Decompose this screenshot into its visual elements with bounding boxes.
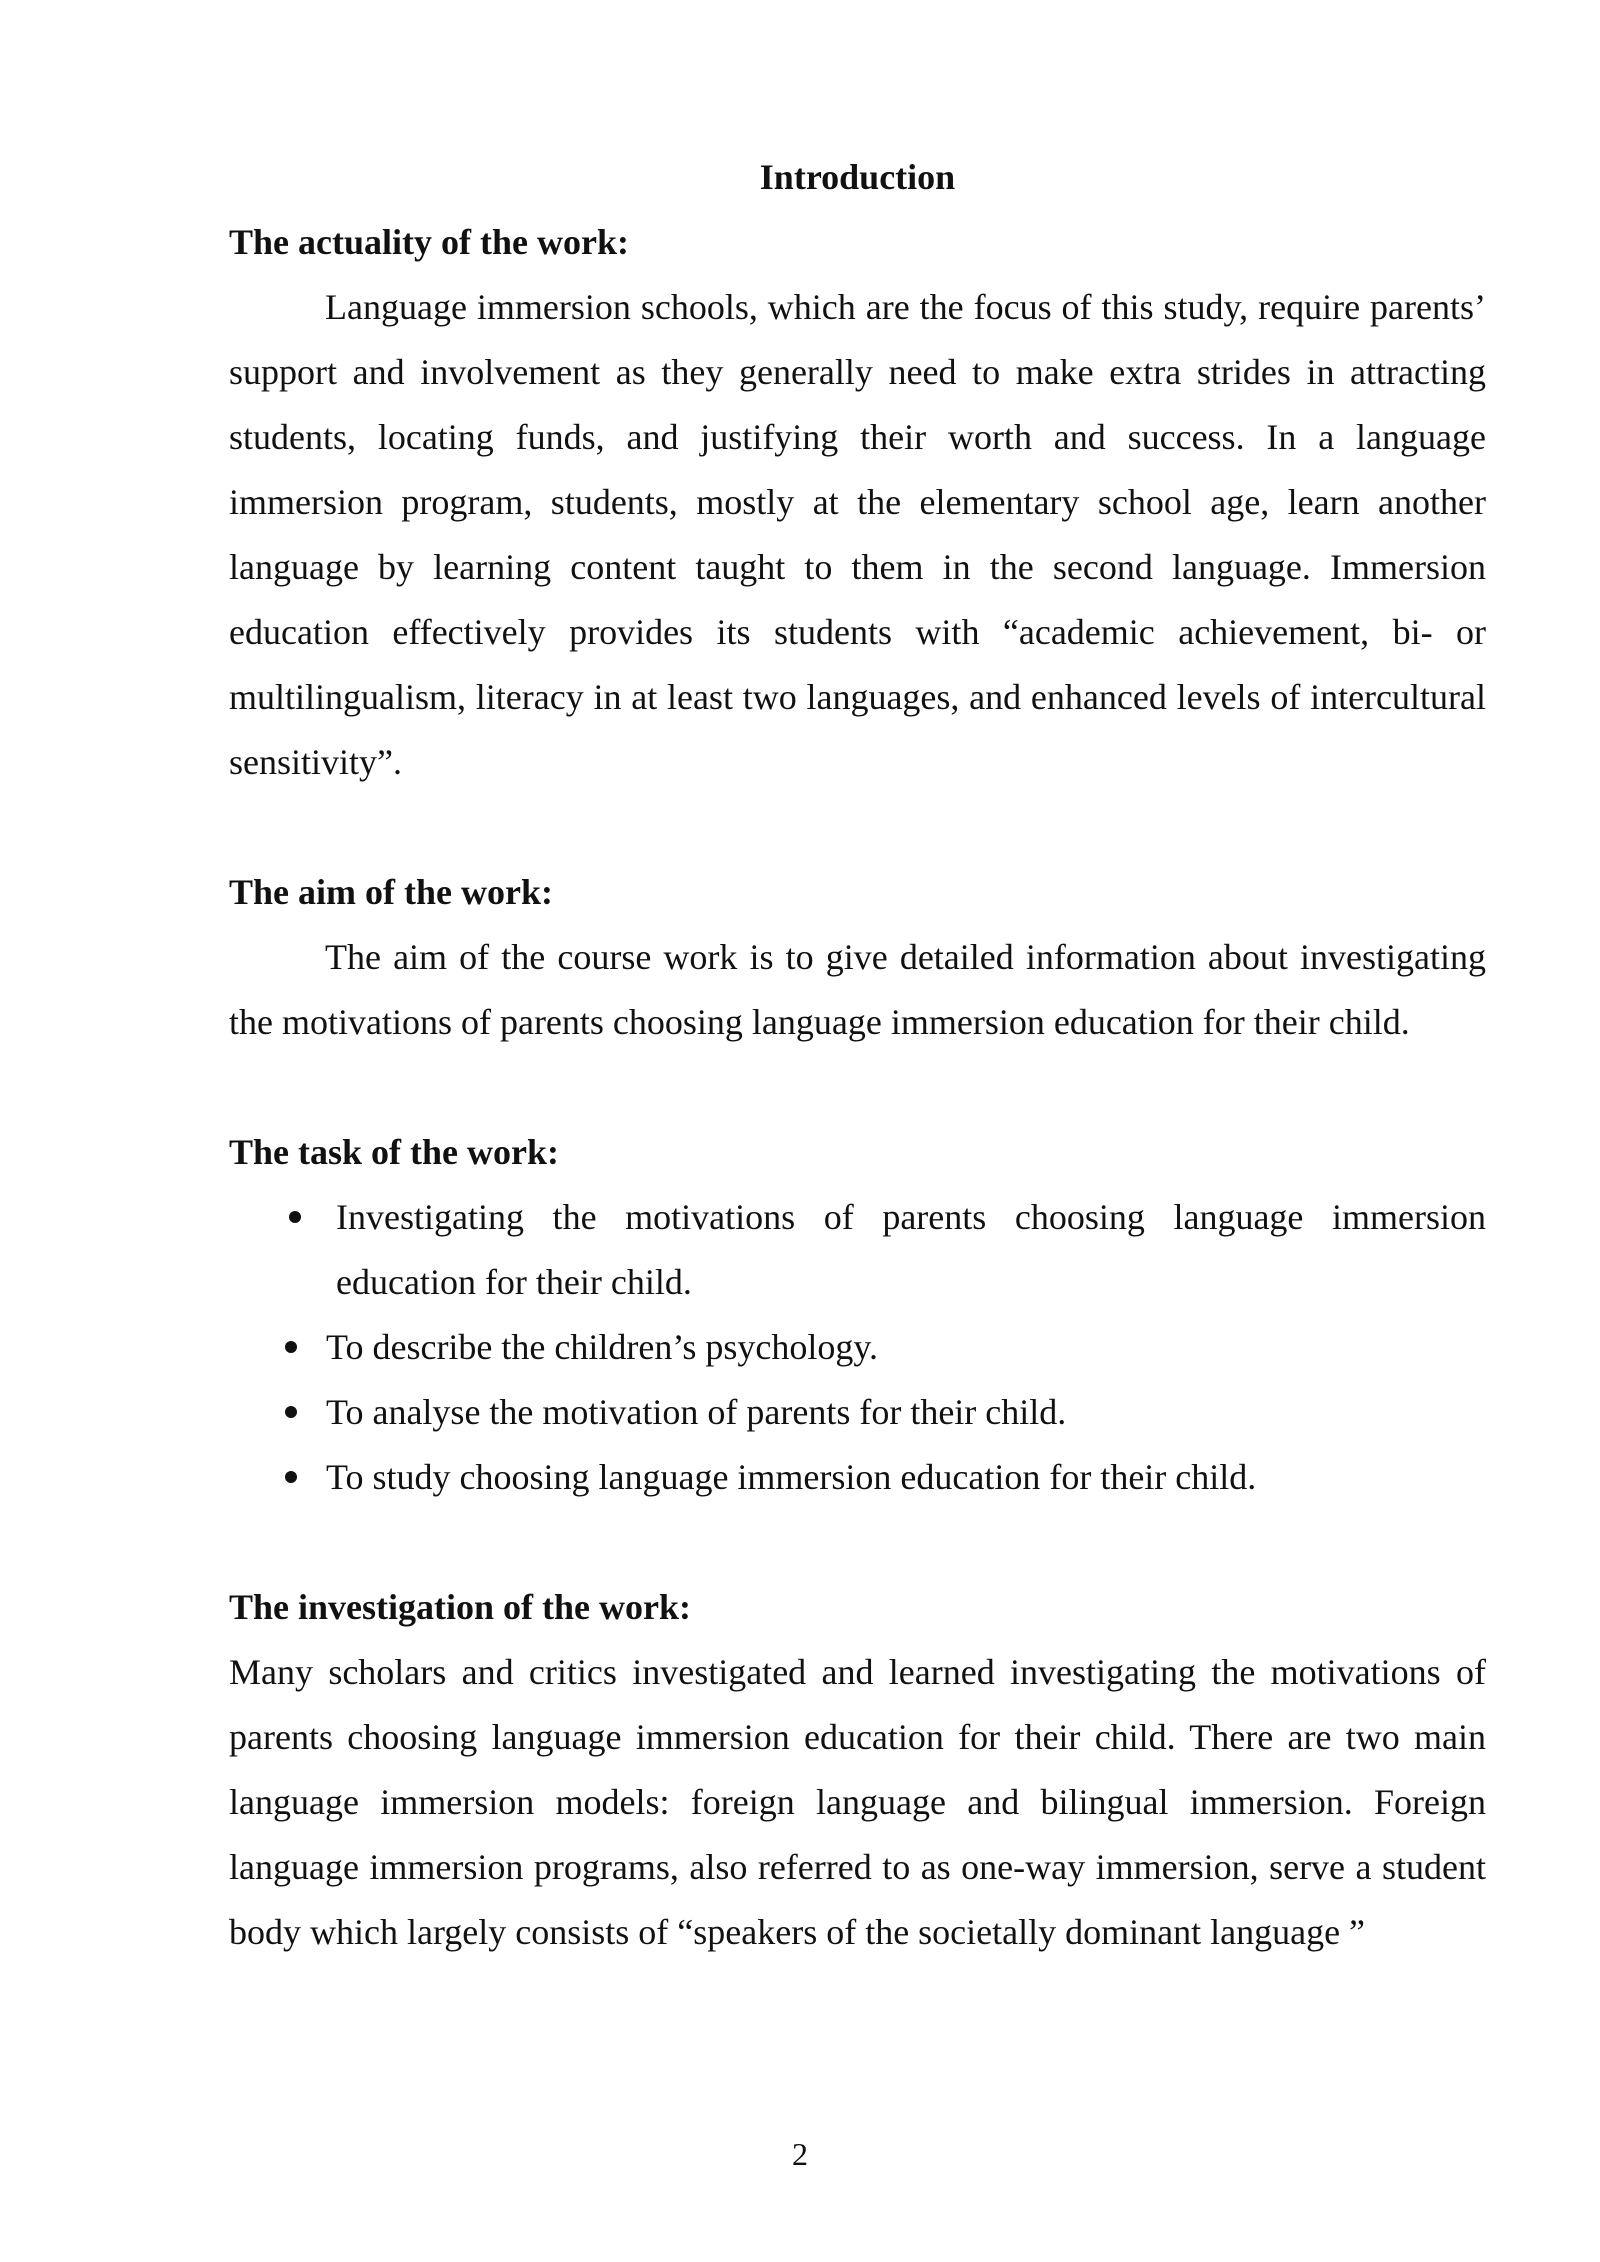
bullet-icon <box>285 1406 297 1418</box>
page-title: Introduction <box>759 157 956 197</box>
list-item-text: To study choosing language immersion education for their child. <box>326 1457 1257 1497</box>
task-list <box>229 1185 1486 1510</box>
list-item-text: Investigating the motivations of parents choosing language immersion education for their child. <box>336 1197 1486 1302</box>
list-item <box>229 1380 1486 1445</box>
spacer <box>229 1510 1486 1575</box>
bullet-icon <box>289 1211 301 1223</box>
page-number: 2 <box>792 2136 808 2172</box>
list-item <box>229 1185 1486 1315</box>
spacer <box>229 1055 1486 1120</box>
list-item-text: To describe the children’s psychology. <box>326 1327 879 1367</box>
paragraph-investigation: Many scholars and critics investigated and learned investigating the motivations of parents choosing language immersion education for their child. There are two main language immersion models: foreign language and bilingual immersion. Foreign language immersion programs, also referred to as one-way immersion, serve a student body which largely consists of “speakers of the societally dominant language ” <box>229 1652 1486 1952</box>
list-item <box>229 1445 1486 1510</box>
document-page <box>229 145 1486 1965</box>
paragraph-actuality: Language immersion schools, which are the focus of this study, require parents’ support and involvement as they generally need to make extra strides in attracting students, locating funds, and justifying their worth and success. In a language immersion program, students, mostly at the elementary school age, learn another language by learning content taught to them in the second language. Immersion education effectively provides its students with “academic achievement, bi- or multilingualism, literacy in at least two languages, and enhanced levels of intercultural sensitivity”. <box>229 287 1486 782</box>
heading-task: The task of the work: <box>229 1132 559 1172</box>
heading-aim: The aim of the work: <box>229 872 553 912</box>
list-item-text: To analyse the motivation of parents for their child. <box>326 1392 1067 1432</box>
spacer <box>229 795 1486 860</box>
list-item <box>229 1315 1486 1380</box>
bullet-icon <box>285 1471 297 1483</box>
bullet-icon <box>285 1341 297 1353</box>
heading-investigation: The investigation of the work: <box>229 1587 691 1627</box>
heading-actuality: The actuality of the work: <box>229 222 629 262</box>
paragraph-aim: The aim of the course work is to give detailed information about investigating the motivations of parents choosing language immersion education for their child. <box>229 937 1486 1042</box>
